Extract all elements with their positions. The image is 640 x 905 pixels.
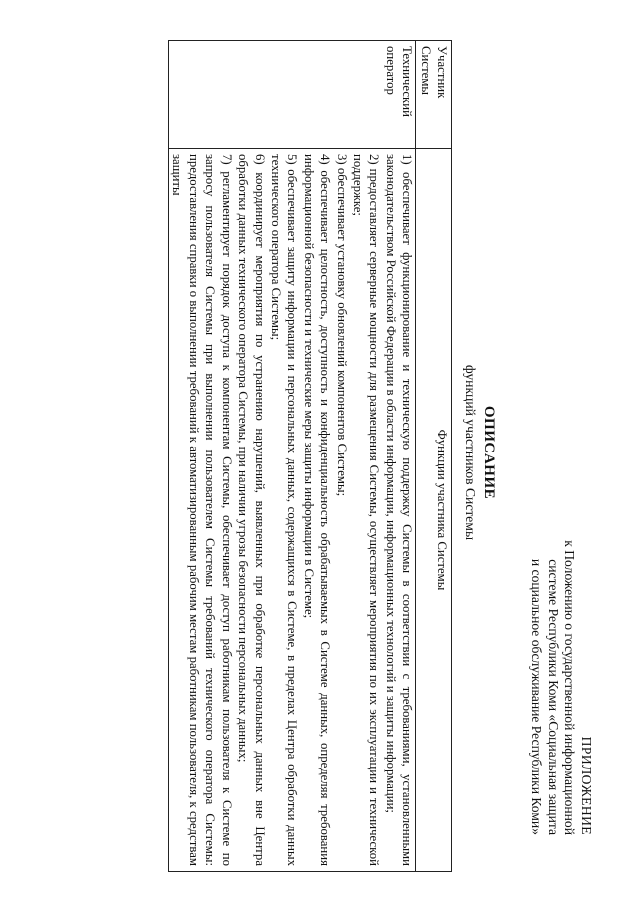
function-item-6: 6) координирует мероприятия по устранению нарушений, выявленных при обработке персональных данных вне Центра обработки данных технического оператора Системы, при наличии угрозы безопасности персональных данных; — [236, 154, 267, 866]
document-subtitle: функций участников Системы — [463, 364, 478, 541]
function-item-5: 5) обеспечивает защиту информации и персональных данных, содержащихся в Системе, в пределах Центра обработки данных технического оператора Системы; — [268, 154, 300, 866]
appendix-line-3: и социальное обслуживание Республики Коми» — [529, 558, 545, 835]
column-header-functions: Функции участника Системы — [416, 149, 452, 872]
appendix-title: ПРИЛОЖЕНИЕ — [579, 736, 594, 835]
function-item-2: 2) предоставляет серверные мощности для размещения Системы, осуществляет мероприятия по их эксплуатации и технической поддержке; — [350, 154, 382, 866]
table-row — [169, 41, 416, 872]
appendix-block — [528, 405, 594, 835]
functions-cell — [169, 149, 416, 872]
appendix-line-2: системе Республики Коми «Социальная защита — [546, 559, 561, 835]
function-item-7: 7) регламентирует порядок доступа к компонентам Системы, обеспечивает доступ работникам пользователя к Системе по запросу пользователя Системы при выполнении пользователем Системы требований технического оператора Системы: предоставления справки о выполнении требований к автоматизированным рабочим местам работникам пользователя, к средствам защиты — [170, 154, 234, 866]
function-item-1: 1) обеспечивает функционирование и техническую поддержку Системы в соответствии с требованиями, установленными законодательством Российской Федерации в области информации, информационных технологий и защиты информации; — [383, 154, 415, 866]
column-header-participant: Участник Системы — [416, 41, 452, 149]
document-heading — [462, 0, 497, 905]
appendix-line-1: к Положению о государственной информационной — [562, 540, 578, 835]
function-item-4: 4) обеспечивает целостность, доступность и конфиденциальность обрабатываемых в Системе данных, определяя требования информационной безопасности и технические меры защиты информации в Системе; — [301, 154, 333, 866]
table-header-row — [416, 41, 452, 872]
functions-table — [168, 40, 452, 872]
function-item-3: 3) обеспечивает установку обновлений компонентов Системы; — [334, 154, 349, 497]
document-title: ОПИСАНИЕ — [481, 405, 497, 500]
participant-cell: Технический оператор — [169, 41, 416, 149]
